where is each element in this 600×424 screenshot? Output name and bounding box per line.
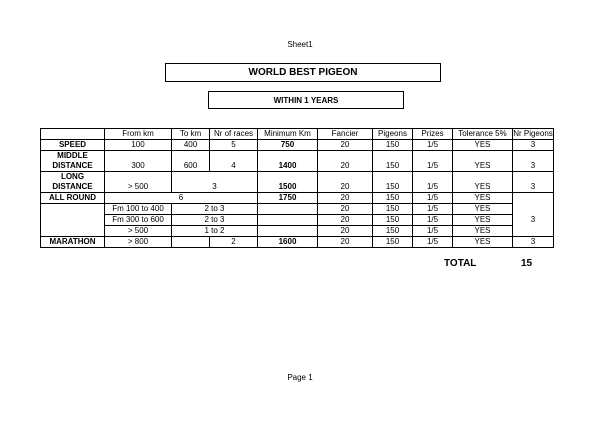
cell-pigeons: 150	[373, 215, 413, 226]
header-cell: To km	[172, 129, 210, 140]
page-footer: Page 1	[287, 373, 313, 382]
header-cell: Tolerance 5%	[453, 129, 513, 140]
cell-fancier: 20	[318, 161, 373, 172]
cell-nr-pigeons: 3	[513, 204, 554, 237]
cell-empty	[413, 172, 453, 183]
cell-races: 2 to 3	[172, 215, 258, 226]
table-row-all-round-sub-1	[41, 204, 554, 215]
cell-empty	[258, 172, 318, 183]
cell-races: 6	[105, 193, 258, 204]
cell-pigeons: 150	[373, 237, 413, 248]
cell-min-km: 1600	[258, 237, 318, 248]
cell-tolerance: YES	[453, 161, 513, 172]
cell-prizes: 1/5	[413, 193, 453, 204]
cell-empty	[453, 151, 513, 162]
cell-pigeons: 150	[373, 204, 413, 215]
title-text: WORLD BEST PIGEON	[248, 67, 358, 78]
cell-from: > 500	[105, 182, 172, 193]
cell-range: Fm 300 to 600	[105, 215, 172, 226]
cell-empty	[373, 172, 413, 183]
cell-races: 5	[210, 140, 258, 151]
cell-min-km: 1750	[258, 193, 318, 204]
cell-prizes: 1/5	[413, 215, 453, 226]
cell-races: 2	[210, 237, 258, 248]
cell-empty	[373, 151, 413, 162]
header-cell: Fancier	[318, 129, 373, 140]
cell-tolerance: YES	[453, 140, 513, 151]
cell-min-km: 1500	[258, 182, 318, 193]
cell-from: 100	[105, 140, 172, 151]
cell-min-km: 1400	[258, 161, 318, 172]
cell-empty	[318, 151, 373, 162]
cell-empty	[258, 226, 318, 237]
cell-nr-pigeons: 3	[513, 140, 554, 151]
cell-prizes: 1/5	[413, 204, 453, 215]
cell-from: 300	[105, 161, 172, 172]
cell-prizes: 1/5	[413, 140, 453, 151]
cell-prizes: 1/5	[413, 161, 453, 172]
cell-nr-pigeons: 3	[513, 237, 554, 248]
races-table	[40, 128, 554, 248]
cell-races: 1 to 2	[172, 226, 258, 237]
page-title	[165, 63, 441, 82]
row-label: LONG	[41, 172, 105, 183]
cell-pigeons: 150	[373, 161, 413, 172]
cell-empty	[258, 215, 318, 226]
cell-fancier: 20	[318, 237, 373, 248]
cell-fancier: 20	[318, 182, 373, 193]
cell-races: 2 to 3	[172, 204, 258, 215]
cell-fancier: 20	[318, 226, 373, 237]
cell-tolerance: YES	[453, 182, 513, 193]
cell-from: > 800	[105, 237, 172, 248]
cell-range: Fm 100 to 400	[105, 204, 172, 215]
cell-empty	[172, 151, 210, 162]
cell-empty	[172, 172, 258, 183]
row-label: DISTANCE	[41, 161, 105, 172]
cell-to: 600	[172, 161, 210, 172]
cell-empty	[413, 151, 453, 162]
row-label: MIDDLE	[41, 151, 105, 162]
cell-fancier: 20	[318, 140, 373, 151]
subtitle-text: WITHIN 1 YEARS	[273, 95, 339, 105]
cell-tolerance: YES	[453, 204, 513, 215]
cell-empty	[41, 204, 105, 237]
cell-nr-pigeons: 3	[513, 182, 554, 193]
row-label: SPEED	[41, 140, 105, 151]
header-cell	[41, 129, 105, 140]
cell-empty	[105, 172, 172, 183]
cell-min-km: 750	[258, 140, 318, 151]
subtitle-box	[208, 91, 404, 109]
cell-tolerance: YES	[453, 237, 513, 248]
table-row-long-distance-2	[41, 182, 554, 193]
cell-races: 4	[210, 161, 258, 172]
table-row-marathon	[41, 237, 554, 248]
header-cell: Minimum Km	[258, 129, 318, 140]
cell-empty	[172, 237, 210, 248]
cell-prizes: 1/5	[413, 226, 453, 237]
table-row-speed	[41, 140, 554, 151]
total-label: TOTAL	[444, 258, 477, 269]
header-cell: Prizes	[413, 129, 453, 140]
cell-pigeons: 150	[373, 193, 413, 204]
cell-tolerance: YES	[453, 193, 513, 204]
cell-prizes: 1/5	[413, 182, 453, 193]
table-row-middle-distance-2	[41, 161, 554, 172]
cell-tolerance: YES	[453, 215, 513, 226]
cell-empty	[258, 204, 318, 215]
cell-empty	[105, 151, 172, 162]
cell-fancier: 20	[318, 193, 373, 204]
cell-empty	[513, 193, 554, 204]
table-row-all-round-sub-2	[41, 215, 554, 226]
header-cell: From km	[105, 129, 172, 140]
cell-to: 400	[172, 140, 210, 151]
table-row-all-round	[41, 193, 554, 204]
cell-pigeons: 150	[373, 226, 413, 237]
cell-pigeons: 150	[373, 140, 413, 151]
table-row-all-round-sub-3	[41, 226, 554, 237]
cell-prizes: 1/5	[413, 237, 453, 248]
header-cell: Nr of races	[210, 129, 258, 140]
table-row-middle-distance-1	[41, 151, 554, 162]
cell-pigeons: 150	[373, 182, 413, 193]
cell-empty	[258, 151, 318, 162]
header-cell: Pigeons	[373, 129, 413, 140]
sheet-name: Sheet1	[287, 40, 313, 49]
row-label: ALL ROUND	[41, 193, 105, 204]
cell-empty	[318, 172, 373, 183]
table-row-long-distance-1	[41, 172, 554, 183]
cell-races: 3	[172, 182, 258, 193]
cell-range: > 500	[105, 226, 172, 237]
total-value: 15	[521, 258, 533, 269]
cell-fancier: 20	[318, 204, 373, 215]
header-row	[41, 129, 554, 140]
cell-nr-pigeons: 3	[513, 161, 554, 172]
cell-fancier: 20	[318, 215, 373, 226]
header-cell: Nr Pigeons	[513, 129, 553, 138]
row-label: DISTANCE	[41, 182, 105, 193]
cell-tolerance: YES	[453, 226, 513, 237]
cell-empty	[210, 151, 258, 162]
cell-empty	[513, 172, 554, 183]
cell-empty	[453, 172, 513, 183]
row-label: MARATHON	[41, 237, 105, 248]
cell-empty	[513, 151, 554, 162]
